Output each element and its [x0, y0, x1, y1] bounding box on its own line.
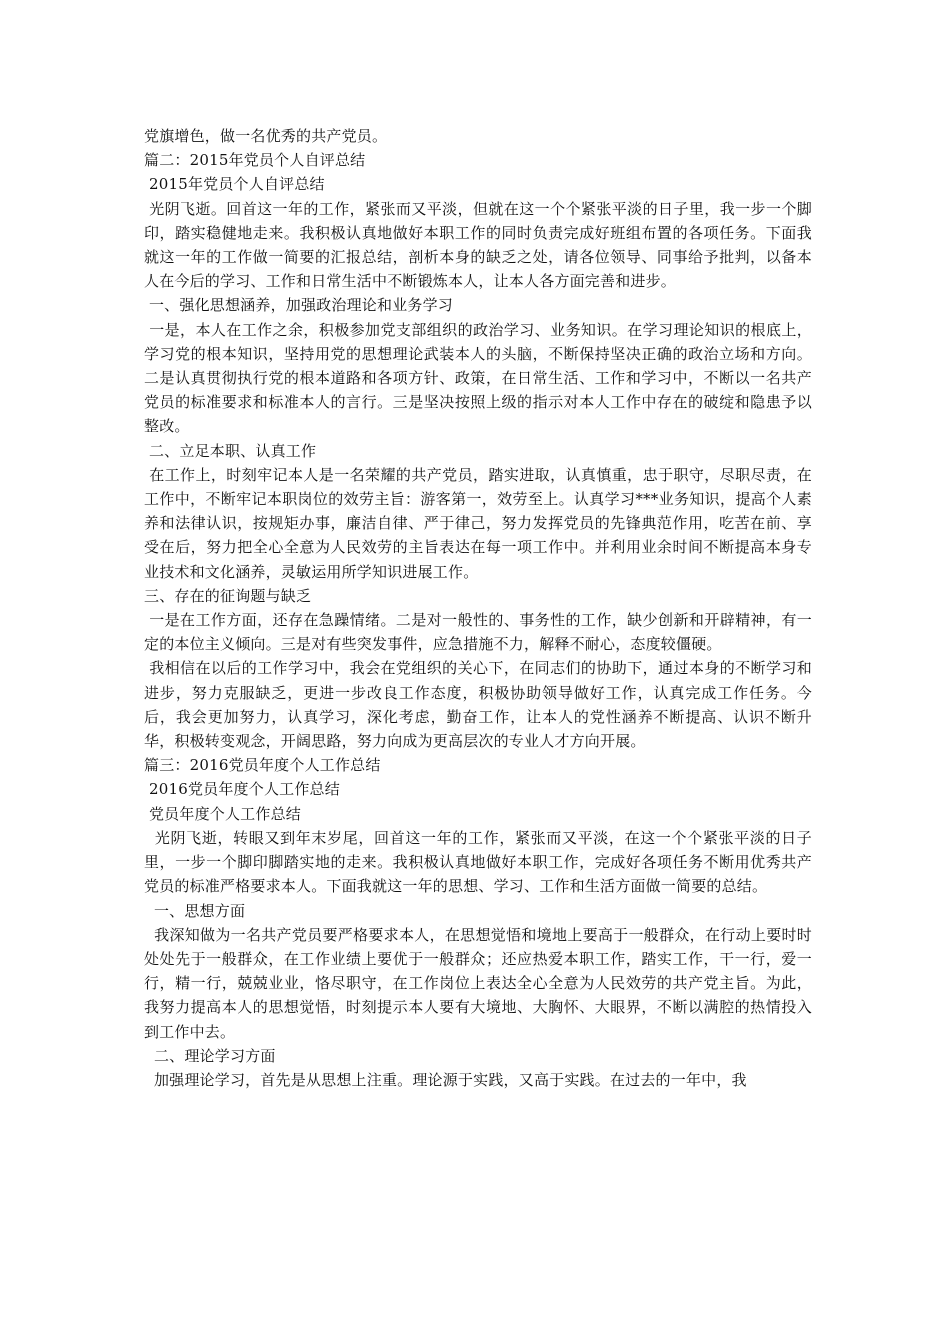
paragraph-intro-2015: 光阴飞逝。回首这一年的工作，紧张而又平淡，但就在这一个个紧张平淡的日子里，我一步一个脚印，踏实稳健地走来。我积极认真地做好本职工作的同时负责完成好班组布置的各项任务。下面我就这一年的工作做一简要的汇报总结，剖析本身的缺乏之处，请各位领导、同事给予批判，以备本人在今后的学习、工作和日常生活中不断锻炼本人，让本人各方面完善和进步。 [144, 199, 812, 291]
subheading-theory: 二、理论学习方面 [144, 1046, 276, 1065]
paragraph-work: 在工作上，时刻牢记本人是一名荣耀的共产党员，踏实进取，认真慎重，忠于职守，尽职尽责，在工作中，不断牢记本职岗位的效劳主旨：游客第一，效劳至上。认真学习***业务知识，提高个人素养和法律认识，按规矩办事，廉洁自律、严于律己，努力发挥党员的先锋典范作用，吃苦在前、享受在后，努力把全心全意为人民效劳的主旨表达在每一项工作中。并利用业余时间不断提高本身专业技术和文化涵养，灵敏运用所学知识进展工作。 [144, 465, 812, 581]
article-title-2016: 2016党员年度个人工作总结 [144, 780, 340, 799]
subheading-problems: 三、存在的征询题与缺乏 [144, 586, 312, 605]
paragraph-thought: 我深知做为一名共产党员要严格要求本人，在思想觉悟和境地上要高于一般群众，在行动上要时时处处先于一般群众，在工作业绩上要优于一般群众；还应热爱本职工作，踏实工作，干一行，爱一行，精一行，兢兢业业，恪尽职守，在工作岗位上表达全心全意为人民效劳的共产党主旨。为此，我努力提高本人的思想觉悟，时刻提示本人要有大境地、大胸怀、大眼界，不断以满腔的热情投入到工作中去。 [144, 925, 812, 1041]
paragraph-theory: 加强理论学习，首先是从思想上注重。理论源于实践，又高于实践。在过去的一年中，我 [144, 1070, 747, 1089]
subheading-ideology: 一、强化思想涵养，加强政治理论和业务学习 [144, 296, 453, 315]
paragraph-problems: 一是在工作方面，还存在急躁情绪。二是对一般性的、事务性的工作，缺少创新和开辟精神，有一定的本位主义倾向。三是对有些突发事件，应急措施不力，解释不耐心，态度较僵硬。 [144, 611, 812, 654]
paragraph-intro-2016: 光阴飞逝，转眼又到年末岁尾，回首这一年的工作，紧张而又平淡，在这一个个紧张平淡的日子里，一步一个脚印脚踏实地的走来。我积极认真地做好本职工作，完成好各项任务不断用优秀共产党员的标准严格要求本人。下面我就这一年的思想、学习、工作和生活方面做一简要的总结。 [144, 828, 813, 896]
subheading-work: 二、立足本职、认真工作 [144, 441, 317, 460]
article-subtitle: 党员年度个人工作总结 [144, 804, 301, 823]
paragraph-outlook: 我相信在以后的工作学习中，我会在党组织的关心下，在同志们的协助下，通过本身的不断学习和进步，努力克服缺乏，更进一步改良工作态度，积极协助领导做好工作，认真完成工作任务。今后，我会更加努力，认真学习，深化考虑，勤奋工作，让本人的党性涵养不断提高、认识不断升华，积极转变观念，开阔思路，努力向成为更高层次的专业人才方向开展。 [144, 659, 812, 751]
subheading-thought: 一、思想方面 [144, 901, 246, 920]
article-title-2015: 2015年党员个人自评总结 [144, 175, 325, 194]
document-body [144, 124, 812, 1092]
section-heading-part-three: 篇三：2016党员年度个人工作总结 [144, 756, 381, 775]
paragraph-closing-line: 党旗增色，做一名优秀的共产党员。 [144, 127, 388, 145]
section-heading-part-two: 篇二：2015年党员个人自评总结 [144, 151, 366, 170]
paragraph-ideology: 一是，本人在工作之余，积极参加党支部组织的政治学习、业务知识。在学习理论知识的根底上，学习党的根本知识，坚持用党的思想理论武装本人的头脑，不断保持坚决正确的政治立场和方向。二是认真贯彻执行党的根本道路和各项方针、政策，在日常生活、工作和学习中，不断以一名共产党员的标准要求和标准本人的言行。三是坚决按照上级的指示对本人工作中存在的破绽和隐患予以整改。 [144, 320, 812, 436]
